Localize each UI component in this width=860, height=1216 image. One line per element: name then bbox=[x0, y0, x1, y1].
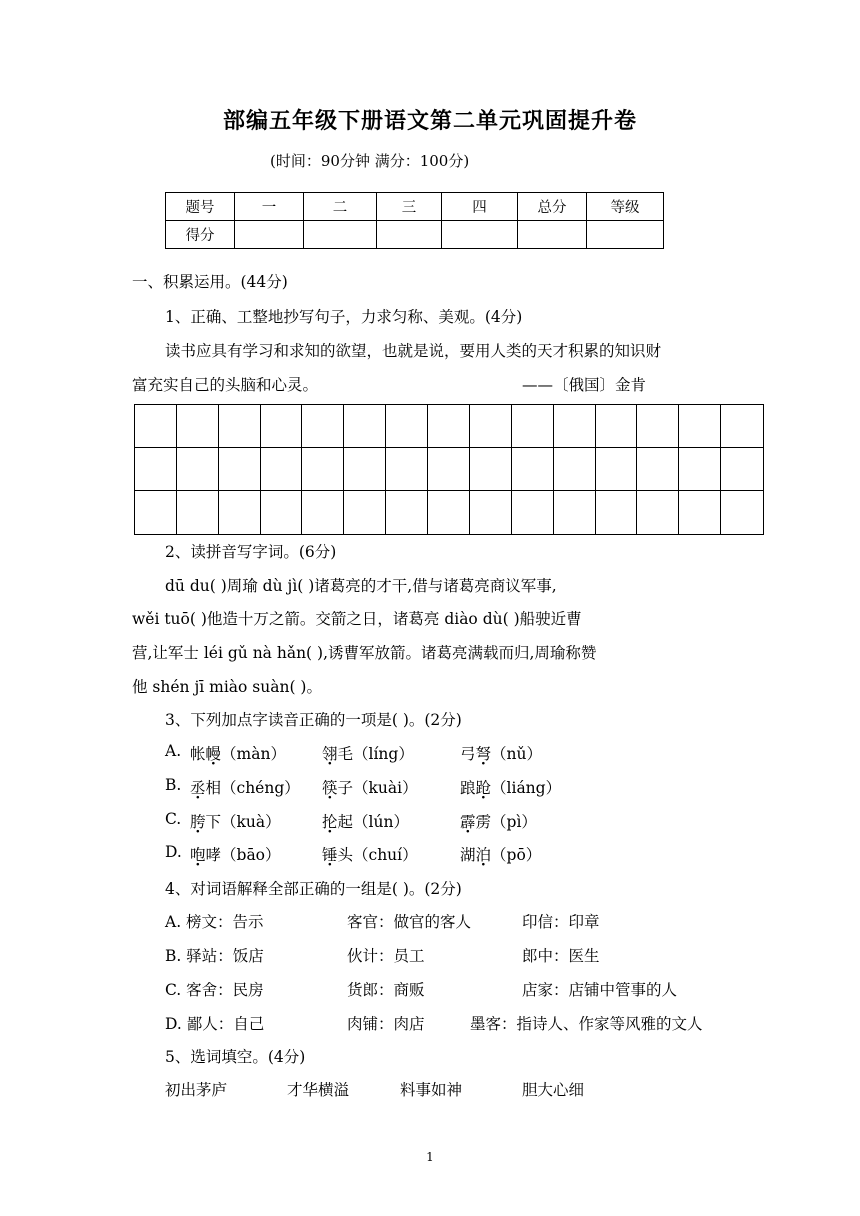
score-cell: 总分 bbox=[518, 193, 587, 221]
grid-cell[interactable] bbox=[470, 448, 512, 491]
grid-cell[interactable] bbox=[679, 448, 721, 491]
score-input-cell[interactable] bbox=[518, 221, 587, 249]
grid-cell[interactable] bbox=[386, 448, 428, 491]
grid-cell[interactable] bbox=[596, 491, 638, 534]
grid-cell[interactable] bbox=[470, 405, 512, 448]
question-3-title: 3、下列加点字读音正确的一项是( )。(2分) bbox=[165, 711, 462, 729]
definition-item: D. 鄙人：自己 bbox=[165, 1015, 265, 1033]
grid-cell[interactable] bbox=[344, 405, 386, 448]
option-item: 丞相（chéng） bbox=[190, 779, 300, 797]
definition-item: 伙计：员工 bbox=[347, 947, 425, 965]
grid-cell[interactable] bbox=[470, 491, 512, 534]
grid-cell[interactable] bbox=[596, 405, 638, 448]
grid-cell[interactable] bbox=[219, 448, 261, 491]
word-choice: 料事如神 bbox=[400, 1081, 463, 1099]
dotted-character: 咆 bbox=[190, 846, 206, 864]
grid-cell[interactable] bbox=[428, 448, 470, 491]
option-item: 翎毛（líng） bbox=[322, 745, 414, 763]
passage-line: 富充实自己的头脑和心灵。 bbox=[132, 376, 319, 394]
grid-cell[interactable] bbox=[135, 448, 177, 491]
option-label: B. bbox=[165, 776, 182, 794]
score-cell: 等级 bbox=[587, 193, 664, 221]
grid-cell[interactable] bbox=[261, 405, 303, 448]
score-cell: 题号 bbox=[166, 193, 235, 221]
score-table-input-row bbox=[166, 221, 664, 249]
copy-writing-grid[interactable] bbox=[134, 404, 764, 535]
grid-cell[interactable] bbox=[261, 448, 303, 491]
exam-info: (时间：90分钟 满分：100分) bbox=[270, 152, 470, 170]
option-item: 霹雳（pì） bbox=[460, 813, 537, 831]
dotted-character: 抡 bbox=[322, 813, 338, 831]
score-input-cell[interactable] bbox=[442, 221, 518, 249]
page-number: 1 bbox=[426, 1150, 434, 1164]
definition-item: C. 客舍：民房 bbox=[165, 981, 264, 999]
grid-cell[interactable] bbox=[344, 448, 386, 491]
score-cell: 四 bbox=[442, 193, 518, 221]
dotted-character: 霹 bbox=[460, 813, 476, 831]
definition-item: B. 驿站：饭店 bbox=[165, 947, 264, 965]
grid-cell[interactable] bbox=[554, 405, 596, 448]
score-input-cell[interactable] bbox=[377, 221, 442, 249]
grid-cell[interactable] bbox=[679, 491, 721, 534]
word-choice: 才华横溢 bbox=[287, 1081, 350, 1099]
grid-cell[interactable] bbox=[261, 491, 303, 534]
score-input-cell[interactable] bbox=[235, 221, 304, 249]
grid-cell[interactable] bbox=[177, 448, 219, 491]
option-item: 咆哮（bāo） bbox=[190, 846, 281, 864]
option-label: C. bbox=[165, 810, 182, 828]
grid-cell[interactable] bbox=[596, 448, 638, 491]
grid-cell[interactable] bbox=[135, 405, 177, 448]
pinyin-line: wěi tuō( )他造十万之箭。交箭之日，诸葛亮 diào dù( )船驶近曹 bbox=[132, 610, 582, 628]
dotted-character: 丞 bbox=[190, 779, 206, 797]
passage-source: ——〔俄国〕金肯 bbox=[522, 376, 647, 394]
grid-cell[interactable] bbox=[428, 405, 470, 448]
grid-cell[interactable] bbox=[721, 448, 763, 491]
passage-line: 读书应具有学习和求知的欲望，也就是说，要用人类的天才积累的知识财 bbox=[165, 342, 662, 360]
grid-cell[interactable] bbox=[428, 491, 470, 534]
option-item: 踉跄（liáng） bbox=[460, 779, 562, 797]
page-title: 部编五年级下册语文第二单元巩固提升卷 bbox=[222, 108, 637, 134]
grid-cell[interactable] bbox=[637, 448, 679, 491]
grid-cell[interactable] bbox=[302, 405, 344, 448]
word-choice: 胆大心细 bbox=[522, 1081, 585, 1099]
pinyin-line: 他 shén jī miào suàn( )。 bbox=[132, 678, 322, 696]
score-table bbox=[165, 192, 664, 249]
option-item: 湖泊（pō） bbox=[460, 846, 542, 864]
grid-cell[interactable] bbox=[721, 405, 763, 448]
definition-item: 店家：店铺中管事的人 bbox=[522, 981, 678, 999]
question-5-title: 5、选词填空。(4分) bbox=[165, 1048, 306, 1066]
word-choice: 初出茅庐 bbox=[165, 1081, 228, 1099]
dotted-character: 跄 bbox=[475, 779, 492, 797]
dotted-character: 翎 bbox=[322, 745, 338, 763]
grid-cell[interactable] bbox=[679, 405, 721, 448]
grid-cell[interactable] bbox=[554, 448, 596, 491]
grid-cell[interactable] bbox=[637, 491, 679, 534]
dotted-character: 幔 bbox=[205, 745, 222, 763]
score-input-cell[interactable] bbox=[587, 221, 664, 249]
score-cell: 二 bbox=[304, 193, 377, 221]
dotted-character: 泊 bbox=[475, 846, 492, 864]
question-4-title: 4、对词语解释全部正确的一组是( )。(2分) bbox=[165, 880, 462, 898]
grid-cell[interactable] bbox=[512, 491, 554, 534]
grid-cell[interactable] bbox=[637, 405, 679, 448]
grid-cell[interactable] bbox=[386, 491, 428, 534]
pinyin-line: 营,让军士 léi gǔ nà hǎn( ),诱曹军放箭。诸葛亮满载而归,周瑜称赞 bbox=[132, 644, 597, 662]
grid-cell[interactable] bbox=[219, 491, 261, 534]
dotted-character: 弩 bbox=[475, 745, 492, 763]
option-label: A. bbox=[165, 742, 182, 760]
option-item: 锤头（chuí） bbox=[322, 846, 418, 864]
dotted-character: 筷 bbox=[322, 779, 338, 797]
grid-cell[interactable] bbox=[344, 491, 386, 534]
definition-item: 货郎：商贩 bbox=[347, 981, 425, 999]
question-1-title: 1、正确、工整地抄写句子，力求匀称、美观。(4分) bbox=[165, 308, 523, 326]
option-item: 胯下（kuà） bbox=[190, 813, 281, 831]
grid-cell[interactable] bbox=[512, 448, 554, 491]
dotted-character: 胯 bbox=[190, 813, 206, 831]
pinyin-line: dū du( )周瑜 dù jì( )诸葛亮的才干,借与诸葛亮商议军事, bbox=[165, 577, 557, 595]
score-cell: 三 bbox=[377, 193, 442, 221]
definition-item: 客官：做官的客人 bbox=[347, 913, 472, 931]
score-table-header-row bbox=[166, 193, 664, 221]
grid-cell[interactable] bbox=[386, 405, 428, 448]
grid-cell[interactable] bbox=[177, 491, 219, 534]
option-item: 抡起（lún） bbox=[322, 813, 409, 831]
grid-cell[interactable] bbox=[721, 491, 763, 534]
definition-item: 印信：印章 bbox=[522, 913, 600, 931]
score-input-cell[interactable] bbox=[304, 221, 377, 249]
grid-cell[interactable] bbox=[135, 491, 177, 534]
section-heading: 一、积累运用。(44分) bbox=[132, 273, 288, 291]
question-2-title: 2、读拼音写字词。(6分) bbox=[165, 543, 337, 561]
option-item: 弓弩（nǔ） bbox=[460, 745, 542, 763]
option-label: D. bbox=[165, 843, 182, 861]
definition-item: 肉铺：肉店 bbox=[347, 1015, 425, 1033]
grid-cell[interactable] bbox=[302, 448, 344, 491]
grid-cell[interactable] bbox=[302, 491, 344, 534]
dotted-character: 锤 bbox=[322, 846, 338, 864]
option-item: 帐幔（màn） bbox=[190, 745, 286, 763]
score-row-label: 得分 bbox=[166, 221, 235, 249]
grid-cell[interactable] bbox=[554, 491, 596, 534]
definition-item: 墨客：指诗人、作家等风雅的文人 bbox=[470, 1015, 703, 1033]
grid-cell[interactable] bbox=[219, 405, 261, 448]
option-item: 筷子（kuài） bbox=[322, 779, 418, 797]
definition-item: 郎中：医生 bbox=[522, 947, 600, 965]
score-cell: 一 bbox=[235, 193, 304, 221]
definition-item: A. 榜文：告示 bbox=[165, 913, 264, 931]
grid-cell[interactable] bbox=[177, 405, 219, 448]
grid-cell[interactable] bbox=[512, 405, 554, 448]
